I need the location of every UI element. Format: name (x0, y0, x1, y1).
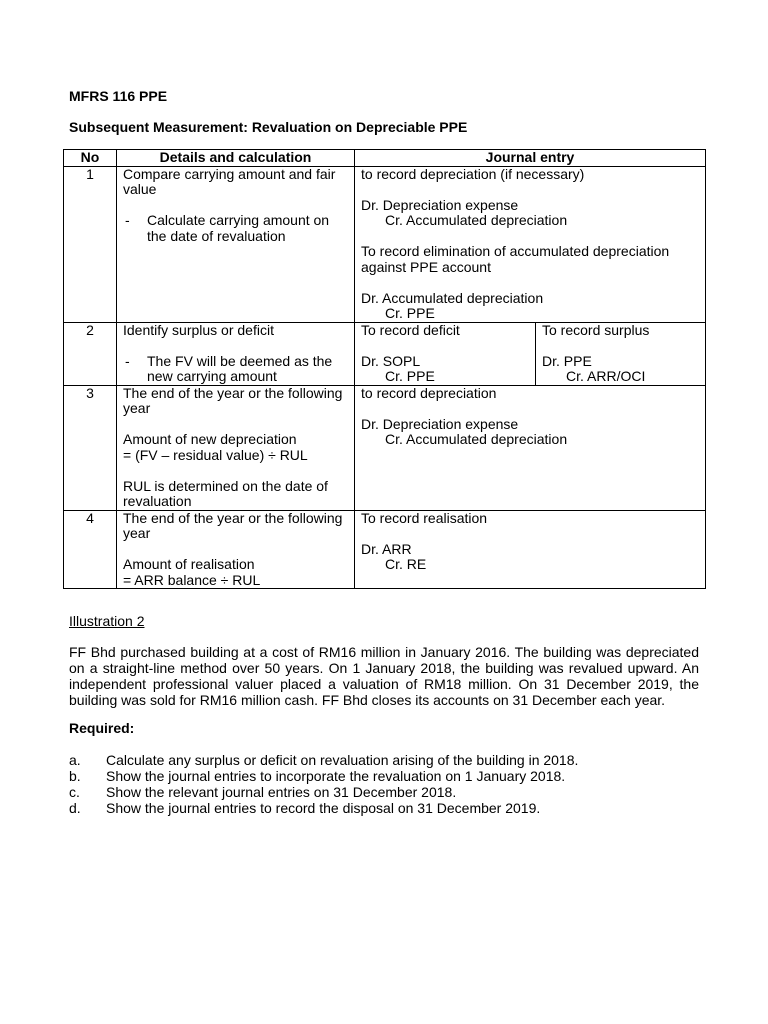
journal-line: Cr. PPE (385, 368, 435, 384)
question-label: c. (69, 784, 80, 800)
bullet-item (123, 213, 348, 244)
journal-line: To record surplus (542, 321, 650, 338)
details-cell (117, 166, 355, 322)
list-item (69, 800, 709, 816)
journal-cell (355, 385, 706, 510)
table-row (64, 322, 706, 385)
question-text: Show the journal entries to record the disposal on 31 December 2019. (106, 800, 541, 816)
details-line: The end of the year or the following year (123, 509, 343, 541)
details-cell (117, 385, 355, 510)
list-item (69, 752, 709, 768)
illustration-paragraph: FF Bhd purchased building at a cost of RM16 million in January 2016. The building was depreciated on a straight-line method over 50 years. On 1 January 2018, the building was revalued upward. An independent professional valuer placed a valuation of RM18 million. On 31 December 2019, the building was sold for RM16 million cash. FF Bhd closes its accounts on 31 December each year. (69, 644, 699, 708)
question-label: d. (69, 800, 81, 816)
journal-line: Cr. Accumulated depreciation (385, 431, 568, 447)
journal-line: To record elimination of accumulated depreciation against PPE account (361, 243, 670, 275)
bullet-text: Calculate carrying amount on the date of revaluation (147, 212, 330, 244)
header-no: No (64, 150, 117, 167)
surplus-cell (536, 322, 706, 385)
details-cell (117, 322, 355, 385)
journal-line: Dr. PPE (542, 352, 592, 369)
journal-line: Dr. Accumulated depreciation (361, 289, 544, 306)
table-row (64, 385, 706, 510)
journal-cell (355, 510, 706, 589)
row-number: 1 (64, 166, 117, 322)
deficit-cell (355, 322, 536, 385)
details-line: = ARR balance ÷ RUL (123, 571, 261, 588)
document-subtitle: Subsequent Measurement: Revaluation on Depreciable PPE (69, 119, 468, 135)
revaluation-table (63, 149, 706, 589)
list-item (69, 784, 709, 800)
question-text: Show the relevant journal entries on 31 December 2018. (106, 784, 457, 800)
journal-line: Cr. RE (385, 556, 427, 572)
question-list (69, 752, 709, 816)
journal-line: Dr. ARR (361, 540, 412, 557)
details-line: Amount of new depreciation (123, 431, 297, 447)
journal-line: To record deficit (361, 321, 460, 338)
question-label: a. (69, 752, 81, 768)
journal-line: Dr. Depreciation expense (361, 196, 519, 213)
details-cell (117, 510, 355, 589)
journal-line: Cr. Accumulated depreciation (385, 212, 568, 228)
table-header-row (64, 150, 706, 167)
details-line: Compare carrying amount and fair value (123, 165, 336, 197)
bullet-text: The FV will be deemed as the new carrying amount (147, 352, 333, 384)
question-text: Show the journal entries to incorporate the revaluation on 1 January 2018. (106, 768, 566, 784)
details-line: = (FV – residual value) ÷ RUL (123, 446, 308, 463)
journal-line: Cr. ARR/OCI (566, 368, 646, 384)
journal-line: To record realisation (361, 509, 488, 526)
journal-line: to record depreciation (if necessary) (361, 165, 585, 182)
details-line: Identify surplus or deficit (123, 321, 274, 338)
row-number: 3 (64, 385, 117, 510)
illustration-heading: Illustration 2 (69, 613, 145, 629)
header-details: Details and calculation (117, 150, 355, 167)
journal-line: Cr. PPE (385, 305, 435, 321)
details-line: The end of the year or the following year (123, 384, 343, 416)
journal-line: to record depreciation (361, 384, 497, 401)
journal-line: Dr. Depreciation expense (361, 415, 519, 432)
list-item (69, 768, 709, 784)
row-number: 4 (64, 510, 117, 589)
table-row (64, 510, 706, 589)
details-line: Amount of realisation (123, 556, 255, 572)
question-label: b. (69, 768, 81, 784)
bullet-marker: - (125, 352, 130, 369)
document-title: MFRS 116 PPE (69, 88, 168, 104)
required-heading: Required: (69, 720, 135, 736)
journal-line: Dr. SOPL (361, 352, 421, 369)
row-number: 2 (64, 322, 117, 385)
details-line: RUL is determined on the date of revaluation (123, 477, 328, 509)
question-text: Calculate any surplus or deficit on revaluation arising of the building in 2018. (106, 752, 579, 768)
bullet-item (123, 354, 348, 385)
bullet-marker: - (125, 212, 130, 228)
header-journal: Journal entry (355, 150, 706, 167)
journal-cell (355, 166, 706, 322)
table-row (64, 166, 706, 322)
